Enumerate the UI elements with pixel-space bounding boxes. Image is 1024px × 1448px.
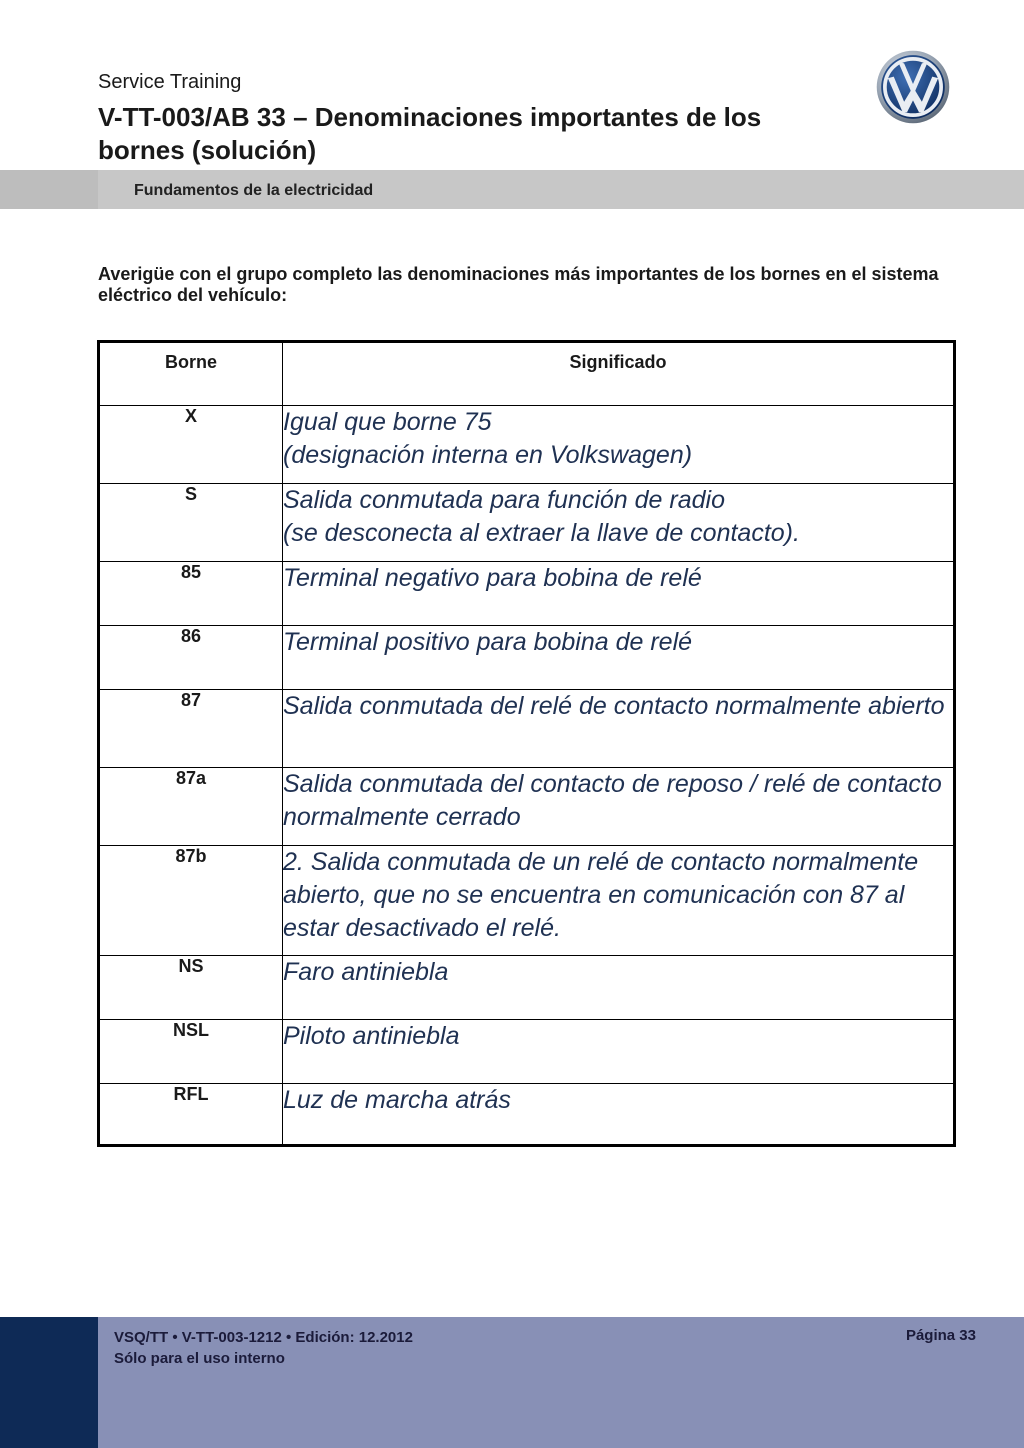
meaning-line: (designación interna en Volkswagen) xyxy=(283,441,693,469)
borne-cell: NS xyxy=(99,956,283,1020)
table-row xyxy=(99,484,955,562)
meaning-cell: Piloto antiniebla xyxy=(283,1020,955,1084)
table-row xyxy=(99,768,955,846)
table-row xyxy=(99,626,955,690)
footer-doc-ref: VSQ/TT • V-TT-003-1212 • Edición: 12.2012 xyxy=(114,1329,413,1346)
meaning-line: (se desconecta al extraer la llave de contacto). xyxy=(283,519,800,547)
footer xyxy=(0,1317,1024,1448)
meaning-cell: Salida conmutada del relé de contacto normalmente abierto xyxy=(283,690,955,768)
table-row xyxy=(99,956,955,1020)
table-row xyxy=(99,562,955,626)
meaning-cell: Faro antiniebla xyxy=(283,956,955,1020)
footer-navy-block xyxy=(0,1317,98,1448)
table-row xyxy=(99,1020,955,1084)
meaning-cell: Luz de marcha atrás xyxy=(283,1084,955,1146)
meaning-line: Igual que borne 75 xyxy=(283,408,492,436)
meaning-cell: Terminal positivo para bobina de relé xyxy=(283,626,955,690)
vw-logo-icon xyxy=(876,50,950,124)
borne-cell: X xyxy=(99,406,283,484)
intro-text: Averigüe con el grupo completo las denominaciones más importantes de los bornes en el sistema eléctrico del vehículo: xyxy=(98,264,939,305)
meaning-cell xyxy=(283,484,955,562)
page-number: Página 33 xyxy=(905,1327,976,1344)
footer-internal-note: Sólo para el uso interno xyxy=(114,1350,285,1367)
borne-cell: S xyxy=(99,484,283,562)
terminal-table xyxy=(97,340,956,1147)
borne-cell: 87 xyxy=(99,690,283,768)
subtitle-bar xyxy=(0,170,1024,209)
meaning-line: Salida conmutada para función de radio xyxy=(283,486,725,514)
borne-cell: 86 xyxy=(99,626,283,690)
borne-cell: 87b xyxy=(99,846,283,956)
subtitle-accent xyxy=(0,170,98,209)
borne-cell: 87a xyxy=(99,768,283,846)
table-header-row xyxy=(99,342,955,406)
page-title: V-TT-003/AB 33 – Denominaciones importantes de los bornes (solución) xyxy=(98,102,762,165)
brand-label: Service Training xyxy=(98,71,242,93)
table-row xyxy=(99,846,955,956)
table-row xyxy=(99,406,955,484)
meaning-cell: 2. Salida conmutada de un relé de contacto normalmente abierto, que no se encuentra en comunicación con 87 al estar desactivado el relé. xyxy=(283,846,955,956)
meaning-cell: Terminal negativo para bobina de relé xyxy=(283,562,955,626)
table-row xyxy=(99,690,955,768)
table-row xyxy=(99,1084,955,1146)
borne-cell: NSL xyxy=(99,1020,283,1084)
borne-cell: RFL xyxy=(99,1084,283,1146)
footer-info xyxy=(114,1327,413,1369)
header-significado: Significado xyxy=(283,342,955,406)
meaning-cell xyxy=(283,406,955,484)
header-borne: Borne xyxy=(99,342,283,406)
meaning-cell: Salida conmutada del contacto de reposo / relé de contacto normalmente cerrado xyxy=(283,768,955,846)
borne-cell: 85 xyxy=(99,562,283,626)
subtitle-text: Fundamentos de la electricidad xyxy=(134,182,374,199)
